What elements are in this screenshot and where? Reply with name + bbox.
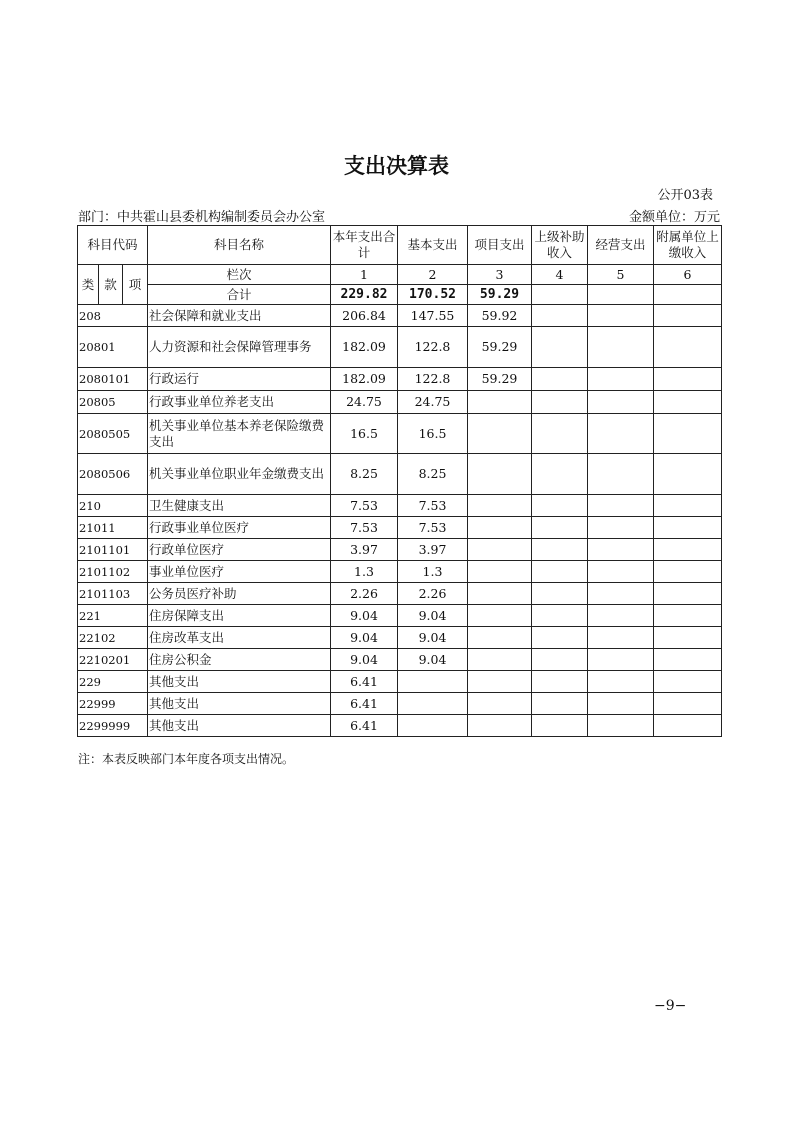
project-expenditure — [468, 561, 532, 583]
cell — [532, 605, 588, 627]
cell — [588, 671, 654, 693]
table-row — [78, 627, 722, 649]
total-expenditure: 7.53 — [331, 517, 398, 539]
col-index: 4 — [532, 265, 588, 285]
subject-name: 公务员医疗补助 — [148, 583, 331, 605]
table-row — [78, 715, 722, 737]
col-index: 2 — [398, 265, 468, 285]
header-code: 科目代码 — [78, 226, 148, 265]
total-expenditure: 8.25 — [331, 454, 398, 495]
basic-expenditure: 16.5 — [398, 414, 468, 454]
total-expenditure: 3.97 — [331, 539, 398, 561]
total-expenditure: 6.41 — [331, 671, 398, 693]
subject-code: 210 — [78, 495, 148, 517]
subject-code: 20801 — [78, 327, 148, 368]
table-row — [78, 414, 722, 454]
subject-name: 其他支出 — [148, 715, 331, 737]
project-expenditure — [468, 693, 532, 715]
basic-expenditure — [398, 671, 468, 693]
basic-expenditure — [398, 715, 468, 737]
subject-code: 20805 — [78, 391, 148, 414]
total-c1: 229.82 — [331, 285, 398, 305]
project-expenditure — [468, 539, 532, 561]
cell — [654, 327, 722, 368]
total-expenditure: 182.09 — [331, 368, 398, 391]
project-expenditure — [468, 391, 532, 414]
project-expenditure: 59.92 — [468, 305, 532, 327]
cell — [532, 627, 588, 649]
cell — [588, 517, 654, 539]
table-row — [78, 327, 722, 368]
cell — [588, 391, 654, 414]
col-index: 3 — [468, 265, 532, 285]
basic-expenditure — [398, 693, 468, 715]
cell — [654, 605, 722, 627]
form-number: 公开03表 — [657, 188, 713, 203]
project-expenditure: 59.29 — [468, 327, 532, 368]
cell — [532, 327, 588, 368]
subject-name: 住房公积金 — [148, 649, 331, 671]
cell — [654, 391, 722, 414]
subject-code: 221 — [78, 605, 148, 627]
subject-name: 其他支出 — [148, 671, 331, 693]
total-expenditure: 9.04 — [331, 627, 398, 649]
table-row — [78, 693, 722, 715]
header-c2: 基本支出 — [398, 226, 468, 265]
subject-name: 行政事业单位养老支出 — [148, 391, 331, 414]
col-index: 5 — [588, 265, 654, 285]
total-c2: 170.52 — [398, 285, 468, 305]
cell — [532, 495, 588, 517]
subject-name: 人力资源和社会保障管理事务 — [148, 327, 331, 368]
cell — [532, 517, 588, 539]
cell — [588, 649, 654, 671]
table-row — [78, 368, 722, 391]
basic-expenditure: 2.26 — [398, 583, 468, 605]
table-row — [78, 605, 722, 627]
cell — [532, 693, 588, 715]
table-row — [78, 517, 722, 539]
page-title: 支出决算表 — [344, 154, 449, 178]
header-xiang: 项 — [123, 265, 148, 305]
cell — [532, 285, 588, 305]
project-expenditure — [468, 583, 532, 605]
cell — [532, 715, 588, 737]
project-expenditure — [468, 454, 532, 495]
total-row — [78, 285, 722, 305]
subject-name: 行政单位医疗 — [148, 539, 331, 561]
header-lei: 类 — [78, 265, 99, 305]
col-index: 6 — [654, 265, 722, 285]
header-c1: 本年支出合计 — [331, 226, 398, 265]
total-expenditure: 9.04 — [331, 649, 398, 671]
total-expenditure: 2.26 — [331, 583, 398, 605]
project-expenditure — [468, 495, 532, 517]
cell — [654, 715, 722, 737]
cell — [532, 561, 588, 583]
cell — [588, 539, 654, 561]
table-row — [78, 671, 722, 693]
project-expenditure — [468, 671, 532, 693]
basic-expenditure: 122.8 — [398, 327, 468, 368]
total-label: 合计 — [148, 285, 331, 305]
subject-name: 其他支出 — [148, 693, 331, 715]
header-name: 科目名称 — [148, 226, 331, 265]
subject-code: 229 — [78, 671, 148, 693]
cell — [588, 285, 654, 305]
total-expenditure: 206.84 — [331, 305, 398, 327]
table-row — [78, 454, 722, 495]
subject-code: 208 — [78, 305, 148, 327]
header-lanci: 栏次 — [148, 265, 331, 285]
cell — [654, 583, 722, 605]
total-expenditure: 6.41 — [331, 715, 398, 737]
cell — [654, 561, 722, 583]
basic-expenditure: 122.8 — [398, 368, 468, 391]
project-expenditure — [468, 517, 532, 539]
basic-expenditure: 147.55 — [398, 305, 468, 327]
cell — [588, 495, 654, 517]
subject-name: 住房保障支出 — [148, 605, 331, 627]
project-expenditure: 59.29 — [468, 368, 532, 391]
cell — [588, 368, 654, 391]
total-expenditure: 9.04 — [331, 605, 398, 627]
subject-name: 行政事业单位医疗 — [148, 517, 331, 539]
cell — [654, 305, 722, 327]
cell — [588, 327, 654, 368]
basic-expenditure: 8.25 — [398, 454, 468, 495]
subject-code: 2080101 — [78, 368, 148, 391]
cell — [588, 561, 654, 583]
basic-expenditure: 3.97 — [398, 539, 468, 561]
cell — [588, 693, 654, 715]
basic-expenditure: 9.04 — [398, 627, 468, 649]
project-expenditure — [468, 715, 532, 737]
subject-code: 2210201 — [78, 649, 148, 671]
subject-name: 住房改革支出 — [148, 627, 331, 649]
subject-name: 机关事业单位基本养老保险缴费支出 — [148, 414, 331, 454]
table-row — [78, 561, 722, 583]
cell — [654, 368, 722, 391]
subject-code: 2101103 — [78, 583, 148, 605]
cell — [588, 454, 654, 495]
expenditure-table — [77, 225, 722, 737]
cell — [588, 414, 654, 454]
cell — [654, 671, 722, 693]
table-row — [78, 391, 722, 414]
cell — [654, 517, 722, 539]
header-kuan: 款 — [99, 265, 123, 305]
table-note: 注：本表反映部门本年度各项支出情况。 — [78, 752, 295, 766]
subject-code: 21011 — [78, 517, 148, 539]
subject-name: 社会保障和就业支出 — [148, 305, 331, 327]
total-expenditure: 16.5 — [331, 414, 398, 454]
subject-code: 2101101 — [78, 539, 148, 561]
table-row — [78, 649, 722, 671]
cell — [532, 671, 588, 693]
cell — [532, 649, 588, 671]
subject-name: 行政运行 — [148, 368, 331, 391]
total-c3: 59.29 — [468, 285, 532, 305]
cell — [588, 305, 654, 327]
cell — [588, 605, 654, 627]
header-c3: 项目支出 — [468, 226, 532, 265]
basic-expenditure: 9.04 — [398, 605, 468, 627]
cell — [654, 495, 722, 517]
table-row — [78, 305, 722, 327]
header-c5: 经营支出 — [588, 226, 654, 265]
basic-expenditure: 9.04 — [398, 649, 468, 671]
table-row — [78, 495, 722, 517]
project-expenditure — [468, 605, 532, 627]
subject-code: 2299999 — [78, 715, 148, 737]
department: 部门：中共霍山县委机构编制委员会办公室 — [78, 210, 326, 225]
cell — [654, 454, 722, 495]
total-expenditure: 1.3 — [331, 561, 398, 583]
cell — [588, 627, 654, 649]
project-expenditure — [468, 627, 532, 649]
subject-code: 22999 — [78, 693, 148, 715]
amount-unit: 金额单位：万元 — [628, 210, 720, 225]
column-index-row — [78, 265, 722, 285]
cell — [532, 539, 588, 561]
subject-name: 卫生健康支出 — [148, 495, 331, 517]
subject-name: 机关事业单位职业年金缴费支出 — [148, 454, 331, 495]
basic-expenditure: 24.75 — [398, 391, 468, 414]
basic-expenditure: 7.53 — [398, 517, 468, 539]
cell — [588, 583, 654, 605]
cell — [532, 454, 588, 495]
basic-expenditure: 1.3 — [398, 561, 468, 583]
cell — [532, 368, 588, 391]
total-expenditure: 182.09 — [331, 327, 398, 368]
table-row — [78, 583, 722, 605]
cell — [654, 649, 722, 671]
total-expenditure: 6.41 — [331, 693, 398, 715]
cell — [532, 583, 588, 605]
subject-code: 22102 — [78, 627, 148, 649]
col-index: 1 — [331, 265, 398, 285]
project-expenditure — [468, 414, 532, 454]
subject-code: 2101102 — [78, 561, 148, 583]
cell — [654, 285, 722, 305]
cell — [654, 627, 722, 649]
table-row — [78, 539, 722, 561]
cell — [532, 305, 588, 327]
subject-name: 事业单位医疗 — [148, 561, 331, 583]
page-number: −9− — [654, 998, 687, 1014]
subject-code: 2080506 — [78, 454, 148, 495]
basic-expenditure: 7.53 — [398, 495, 468, 517]
cell — [654, 414, 722, 454]
project-expenditure — [468, 649, 532, 671]
cell — [654, 539, 722, 561]
cell — [654, 693, 722, 715]
header-row — [78, 226, 722, 265]
total-expenditure: 7.53 — [331, 495, 398, 517]
header-c6: 附属单位上缴收入 — [654, 226, 722, 265]
total-expenditure: 24.75 — [331, 391, 398, 414]
header-c4: 上级补助收入 — [532, 226, 588, 265]
cell — [532, 414, 588, 454]
cell — [588, 715, 654, 737]
cell — [532, 391, 588, 414]
subject-code: 2080505 — [78, 414, 148, 454]
